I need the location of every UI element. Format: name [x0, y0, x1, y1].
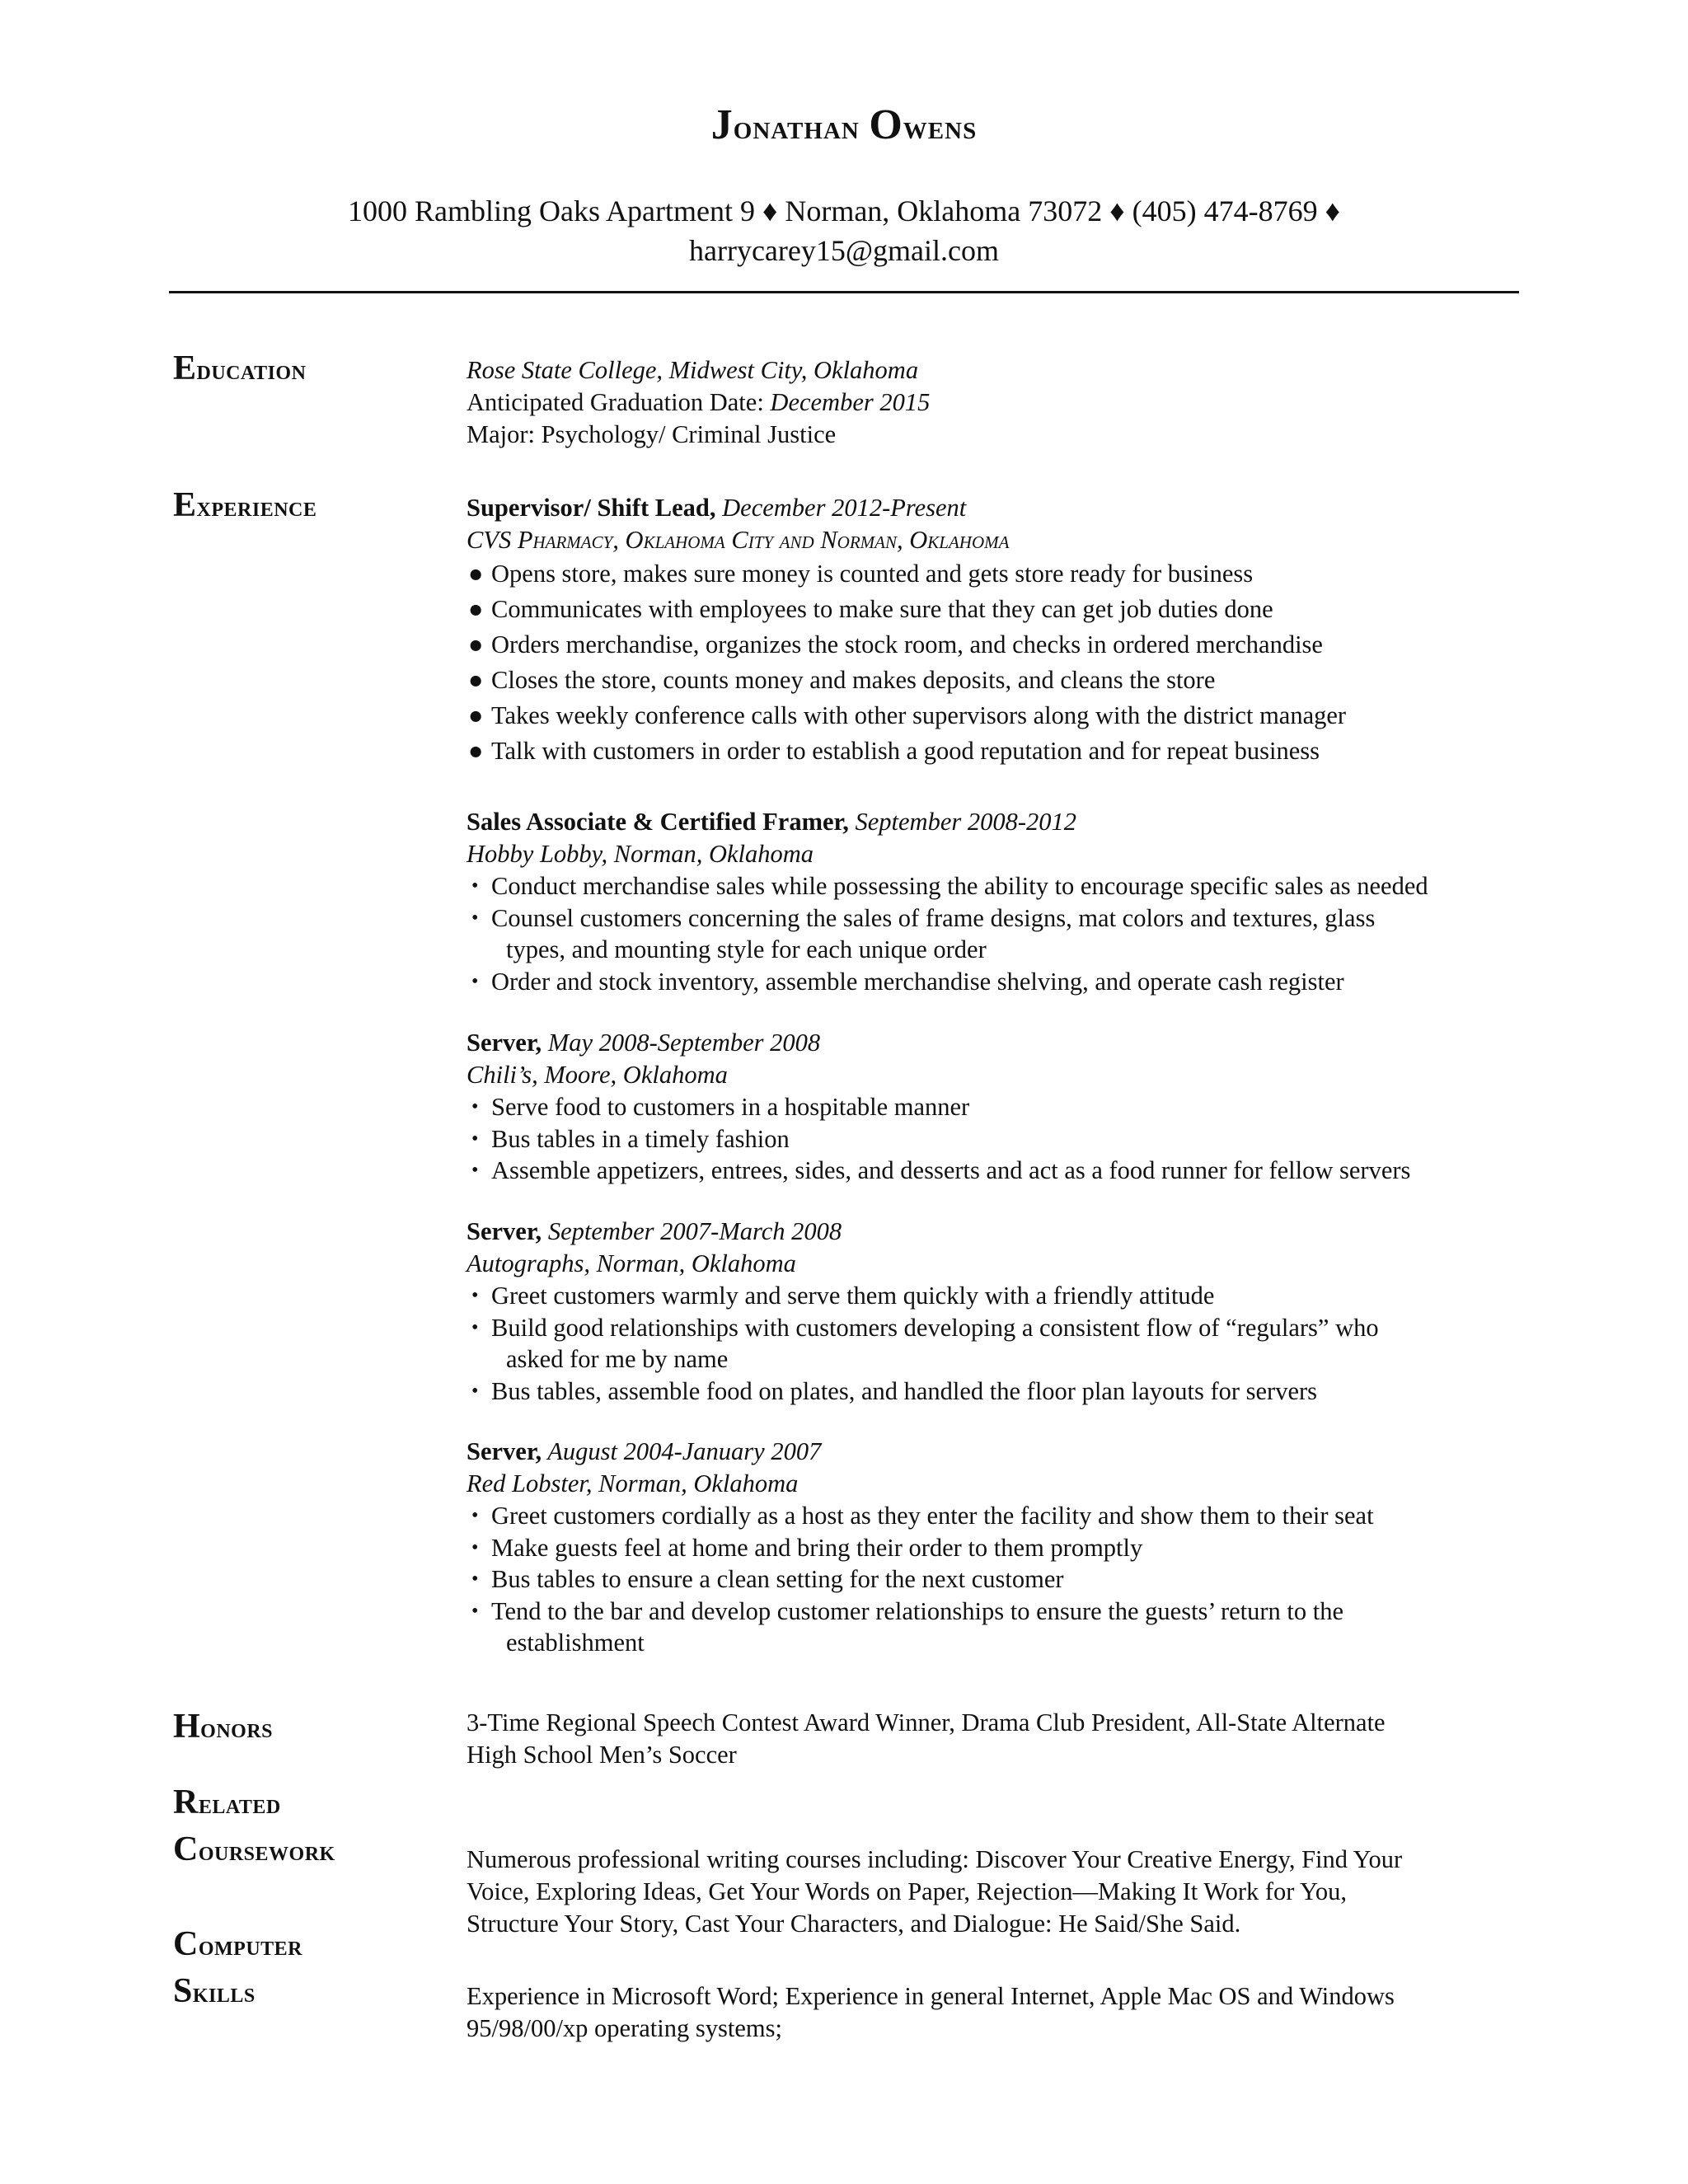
- section-heading-computer-skills: Computer Skills: [173, 1925, 303, 2010]
- job-employer: Autographs, Norman, Oklahoma: [467, 1249, 796, 1277]
- list-item: • Assemble appetizers, entrees, sides, and desserts and act as a food runner for fellow servers: [471, 1156, 1411, 1184]
- list-item: • Serve food to customers in a hospitable manner: [471, 1093, 970, 1121]
- education-graduation: Anticipated Graduation Date: December 2015: [467, 388, 931, 416]
- list-item: • Greet customers cordially as a host as they enter the facility and show them to their seat: [471, 1502, 1374, 1530]
- job-entry: [467, 1216, 1522, 1407]
- job-bullets: [467, 870, 1522, 997]
- list-item: • Make guests feel at home and bring their order to them promptly: [471, 1533, 1143, 1562]
- job-title-line: Server, September 2007-March 2008: [467, 1217, 842, 1245]
- list-item: • Tend to the bar and develop customer relationships to ensure the guests’ return to the establishment: [471, 1596, 1344, 1657]
- list-item: • Bus tables to ensure a clean setting for the next customer: [471, 1565, 1064, 1593]
- job-bullets: [467, 1500, 1522, 1659]
- honors-block: 3-Time Regional Speech Contest Award Winner, Drama Club President, All-State Alternate High School Men’s Soccer: [467, 1708, 1386, 1769]
- section-heading-honors: Honors: [173, 1708, 274, 1746]
- coursework-block: Numerous professional writing courses including: Discover Your Creative Energy, Find Your Voice, Exploring Ideas, Get Your Words on Paper, Rejection—Making It Work for You, Structure Your Story, Cast Your Characters, and Dialogue: He Said/She Said.: [467, 1845, 1403, 1938]
- job-title-line: Supervisor/ Shift Lead, December 2012-Present: [467, 494, 967, 522]
- list-item: ● Orders merchandise, organizes the stock room, and checks in ordered merchandise: [468, 630, 1323, 658]
- job-title-line: Server, August 2004-January 2007: [467, 1437, 822, 1465]
- list-item: • Counsel customers concerning the sales of frame designs, mat colors and textures, glass types, and mounting style for each unique order: [471, 903, 1376, 963]
- list-item: • Bus tables, assemble food on plates, and handled the floor plan layouts for servers: [471, 1376, 1318, 1405]
- job-entry: [467, 806, 1522, 997]
- job-entry: [467, 1436, 1522, 1659]
- education-block: [467, 354, 1522, 451]
- computer-skills-block: Experience in Microsoft Word; Experience in general Internet, Apple Mac OS and Windows 95/98/00/xp operating systems;: [467, 1982, 1395, 2042]
- contact-info: [165, 191, 1523, 270]
- job-employer: Chili’s, Moore, Oklahoma: [467, 1061, 728, 1089]
- job-employer: Red Lobster, Norman, Oklahoma: [467, 1469, 799, 1497]
- section-heading-experience: Experience: [173, 486, 317, 524]
- job-title-line: Sales Associate & Certified Framer, September 2008-2012: [467, 808, 1077, 836]
- job-bullets: [467, 1280, 1522, 1407]
- list-item: • Greet customers warmly and serve them quickly with a friendly attitude: [471, 1282, 1215, 1310]
- education-school: Rose State College, Midwest City, Oklahoma: [467, 356, 919, 384]
- list-item: • Bus tables in a timely fashion: [471, 1124, 790, 1153]
- section-heading-coursework: Related Coursework: [173, 1783, 335, 1868]
- job-bullets: [467, 556, 1522, 769]
- job-employer: Hobby Lobby, Norman, Oklahoma: [467, 840, 814, 868]
- list-item: ● Communicates with employees to make sure that they can get job duties done: [468, 595, 1273, 623]
- contact-email: harrycarey15@gmail.com: [689, 234, 999, 267]
- job-bullets: [467, 1091, 1522, 1187]
- job-entry: [467, 492, 1522, 769]
- list-item: • Order and stock inventory, assemble merchandise shelving, and operate cash register: [471, 967, 1344, 996]
- candidate-name: Jonathan Owens: [710, 101, 978, 148]
- list-item: ● Talk with customers in order to establish a good reputation and for repeat business: [468, 737, 1320, 765]
- header-divider: [169, 291, 1519, 293]
- list-item: ● Takes weekly conference calls with other supervisors along with the district manager: [468, 701, 1347, 729]
- list-item: ● Closes the store, counts money and makes deposits, and cleans the store: [468, 666, 1216, 694]
- job-title-line: Server, May 2008-September 2008: [467, 1029, 821, 1057]
- list-item: • Conduct merchandise sales while possessing the ability to encourage specific sales as needed: [471, 872, 1428, 900]
- list-item: • Build good relationships with customers developing a consistent flow of “regulars” who asked for me by name: [471, 1313, 1379, 1373]
- job-employer: CVS Pharmacy, Oklahoma City and Norman, Oklahoma: [467, 526, 1010, 554]
- section-heading-education: Education: [173, 349, 307, 387]
- education-major: Major: Psychology/ Criminal Justice: [467, 420, 837, 448]
- contact-address-line: 1000 Rambling Oaks Apartment 9 ♦ Norman, Oklahoma 73072 ♦ (405) 474-8769 ♦: [348, 194, 1340, 227]
- list-item: ● Opens store, makes sure money is counted and gets store ready for business: [468, 560, 1254, 588]
- job-entry: [467, 1027, 1522, 1187]
